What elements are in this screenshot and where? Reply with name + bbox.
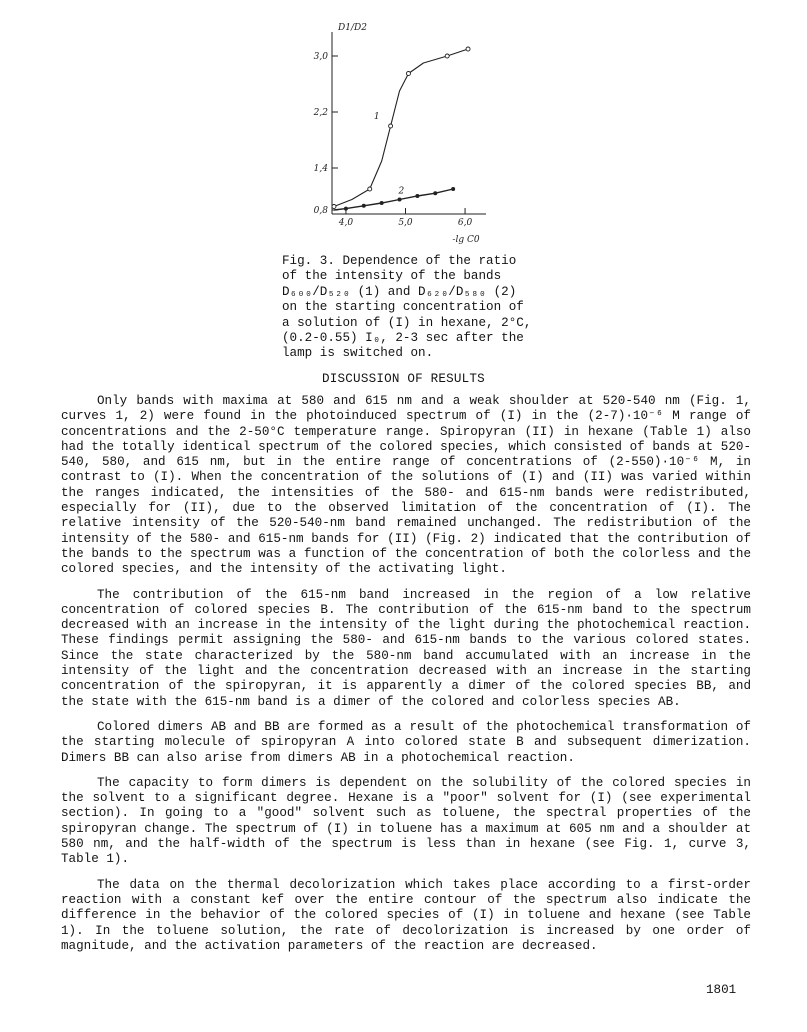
- series-2-point: [451, 187, 455, 191]
- figure-3: [270, 14, 530, 254]
- figure-caption: Fig. 3. Dependence of the ratio of the intensity of the bands D₆₀₀/D₅₂₀ (1) and D₆₂₀/D₅₈₀ (2) on the starting concentration of a solution of (I) in hexane, 2°C, (0.2-0.55) I₀, 2-3 sec after the lamp is switched on.: [282, 254, 532, 361]
- y-tick-label: 1,4: [313, 164, 328, 174]
- y-tick-label: 2,2: [313, 108, 328, 118]
- x-axis-label: -lg C0: [452, 235, 480, 245]
- section-heading: DISCUSSION OF RESULTS: [322, 372, 485, 386]
- y-tick-label: 3,0: [313, 52, 328, 62]
- series-1-point: [368, 187, 372, 191]
- y-tick-label: 0,8: [313, 206, 328, 216]
- paragraph: The contribution of the 615-nm band increased in the region of a low relative concentration of colored species B. The contribution of the 615-nm band to the spectrum decreased with an increase in the intensity of the light during the photochemical reaction. These findings permit assigning the 580- and 615-nm bands to the various colored states. Since the state characterized by the 580-nm band accumulated with an increase in the intensity of the light and the concentration decreased with an increase in the starting concentration of the spiropyran, it is apparently a dimer of the colored species BB, and the state with the 615-nm band is a dimer of the colored and colorless species AB.: [61, 587, 751, 709]
- paragraph: The capacity to form dimers is dependent on the solubility of the colored species in the solvent to a significant degree. Hexane is a "poor" solvent for (I) (see experimental section). In going to a "good" solvent such as toluene, the spectral properties of the spiropyran change. The spectrum of (I) in toluene has a maximum at 605 nm and a shoulder at 580 nm, and the half-width of the spectrum is less than in hexane (see Fig. 1, curve 3, Table 1).: [61, 775, 751, 867]
- series-2-point: [344, 207, 348, 211]
- x-tick-label: 6,0: [457, 218, 473, 228]
- paragraph: The data on the thermal decolorization which takes place according to a first-order reaction with a constant kef over the entire contour of the spectrum also indicate the difference in the behavior of the colored species of (I) in toluene and hexane (see Table 1). In the toluene solution, the rate of decolorization is increased by one order of magnitude, and the activation parameters of the reaction are decreased.: [61, 877, 751, 953]
- series-2-point: [362, 204, 366, 208]
- paragraph: Colored dimers AB and BB are formed as a result of the photochemical transformation of the starting molecule of spiropyran A into colored state B and subsequent dimerization. Dimers BB can also arise from dimers AB in a photochemical reaction.: [61, 719, 751, 765]
- series-1-line: [334, 49, 468, 207]
- series-1-point: [406, 72, 410, 76]
- figure-3-chart: [270, 14, 530, 254]
- series-1-point: [332, 205, 336, 209]
- series-1-point: [466, 47, 470, 51]
- paragraph: Only bands with maxima at 580 and 615 nm and a weak shoulder at 520-540 nm (Fig. 1, curves 1, 2) were found in the photoinduced spectrum of (I) in the (2-7)·10⁻⁶ M range of concentrations and the 2-50°C temperature range. Spiropyran (II) in hexane (Table 1) also had the totally identical spectrum of the colored species, which consisted of bands at 520-540, 580, and 615 nm, but in the entire range of concentrations of (2-550)·10⁻⁶ M, in contrast to (I). When the concentration of the solutions of (I) and (II) was varied within the ranges indicated, the intensities of the 580- and 615-nm bands were redistributed, especially for (II), due to the observed limitation of the concentration of (I). The relative intensity of the 520-540-nm band remained unchanged. The redistribution of the intensity of the 580- and 615-nm bands for (II) (Fig. 2) indicated that the contribution of the bands to the spectrum was a function of the concentration of both the colorless and the colored species, and the intensity of the activating light.: [61, 394, 751, 577]
- body-text: [61, 394, 751, 964]
- x-tick-label: 4,0: [338, 218, 354, 228]
- x-tick-label: 5,0: [398, 218, 413, 228]
- series-1-point: [389, 124, 393, 128]
- series-1-point: [445, 54, 449, 58]
- series-2-point: [415, 194, 419, 198]
- page-number: 1801: [706, 983, 737, 997]
- curve-label-2: 2: [398, 186, 405, 197]
- curve-label-1: 1: [373, 112, 380, 122]
- series-2-point: [398, 198, 402, 202]
- series-2-point: [433, 191, 437, 195]
- series-2-point: [380, 201, 384, 205]
- y-axis-label: D1/D2: [338, 23, 367, 33]
